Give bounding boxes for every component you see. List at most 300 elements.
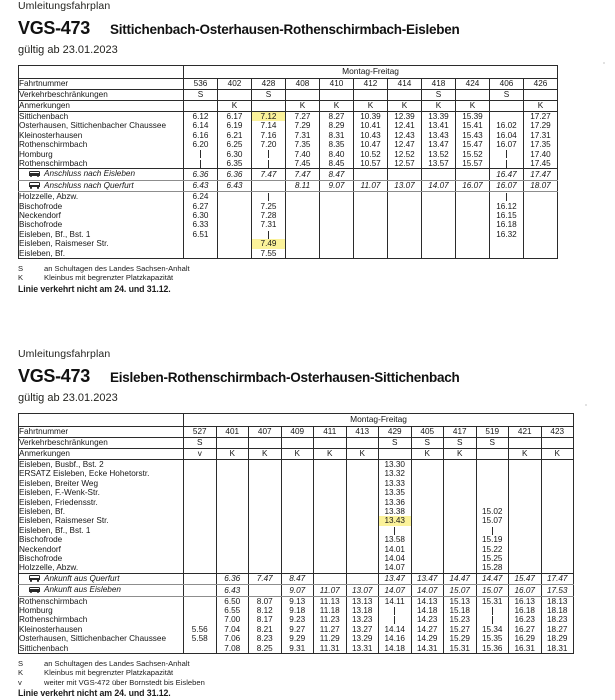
departure-time-cell <box>422 211 456 220</box>
departure-time-cell <box>509 498 542 507</box>
departure-time-cell <box>411 535 444 544</box>
table-corner <box>19 66 184 79</box>
connection-time-cell: 7.47 <box>286 169 320 180</box>
departure-time-cell <box>249 526 282 535</box>
block-kicker: Umleitungsfahrplan <box>18 348 111 360</box>
header-cell: 401 <box>216 427 249 438</box>
legend-text: an Schultagen des Landes Sachsen-Anhalt <box>44 264 190 273</box>
header-cell <box>218 90 252 101</box>
departure-time-cell <box>411 554 444 563</box>
departure-time-cell <box>218 249 252 259</box>
connection-time-cell: 16.07 <box>456 180 490 191</box>
departure-time-cell: 13.30 <box>379 460 412 470</box>
connection-text: Ankunft aus Eisleben <box>44 585 121 595</box>
stop-row <box>19 634 574 643</box>
departure-time-cell <box>314 498 347 507</box>
header-cell: 410 <box>320 79 354 90</box>
departure-time-cell <box>541 507 574 516</box>
departure-time-cell: 8.21 <box>249 625 282 634</box>
connection-time-cell: 8.11 <box>286 180 320 191</box>
departure-time-cell <box>509 479 542 488</box>
departure-time-cell <box>476 606 509 615</box>
connection-time-cell: 6.43 <box>216 585 249 596</box>
departure-time-cell <box>444 507 477 516</box>
validity-date: gültig ab 23.01.2023 <box>18 392 118 404</box>
stop-name: Holzzelle, Abzw. <box>19 563 184 573</box>
header-row <box>19 438 574 449</box>
stop-name: Sittichenbach <box>19 112 184 122</box>
departure-time-cell <box>218 220 252 229</box>
validity-date: gültig ab 23.01.2023 <box>18 44 118 56</box>
header-row <box>19 90 558 101</box>
departure-time-cell <box>354 239 388 248</box>
departure-time-cell <box>490 239 524 248</box>
departure-time-cell: 15.28 <box>476 563 509 573</box>
connection-time-cell: 11.07 <box>354 180 388 191</box>
departure-time-cell <box>509 488 542 497</box>
header-cell: K <box>456 101 490 112</box>
connection-row <box>19 180 558 191</box>
through-service-bar <box>506 160 507 168</box>
connection-row <box>19 585 574 596</box>
legend-symbol: v <box>18 677 22 687</box>
connection-label <box>29 585 121 594</box>
stop-name: Osterhausen, Sittichenbacher Chaussee <box>19 121 184 130</box>
header-row <box>19 449 574 460</box>
stop-row <box>19 220 558 229</box>
departure-time-cell <box>346 535 379 544</box>
departure-time-cell <box>541 460 574 470</box>
departure-time-cell <box>320 239 354 248</box>
departure-time-cell <box>509 545 542 554</box>
header-cell <box>490 101 524 112</box>
departure-time-cell <box>346 460 379 470</box>
departure-time-cell <box>314 563 347 573</box>
header-cell <box>541 438 574 449</box>
departure-time-cell <box>320 202 354 211</box>
departure-time-cell <box>249 516 282 525</box>
header-cell: S <box>476 438 509 449</box>
departure-time-cell: 13.18 <box>346 606 379 615</box>
departure-time-cell: 5.56 <box>184 625 217 634</box>
departure-time-cell <box>346 545 379 554</box>
connection-time-cell: 14.07 <box>422 180 456 191</box>
departure-time-cell <box>249 488 282 497</box>
departure-time-cell: 16.07 <box>490 140 524 149</box>
departure-time-cell: 13.31 <box>346 644 379 654</box>
header-cell: 402 <box>218 79 252 90</box>
timetable-block-outbound <box>0 0 615 294</box>
through-service-bar <box>268 193 269 201</box>
header-cell: 411 <box>314 427 347 438</box>
departure-time-cell <box>184 606 217 615</box>
through-service-bar <box>506 150 507 158</box>
departure-time-cell: 15.13 <box>444 596 477 606</box>
header-cell: 408 <box>286 79 320 90</box>
departure-time-cell: 8.35 <box>320 140 354 149</box>
connection-time-cell: 17.47 <box>541 573 574 584</box>
connection-time-cell: 13.07 <box>346 585 379 596</box>
departure-time-cell: 11.27 <box>314 625 347 634</box>
departure-time-cell <box>411 507 444 516</box>
connection-time-cell <box>184 585 217 596</box>
header-cell: 527 <box>184 427 217 438</box>
departure-time-cell: 7.29 <box>286 121 320 130</box>
departure-time-cell: 12.39 <box>388 112 422 122</box>
header-cell: K <box>216 449 249 460</box>
departure-time-cell <box>286 211 320 220</box>
connection-label-cell <box>19 180 184 191</box>
departure-time-cell <box>379 606 412 615</box>
departure-time-cell <box>490 150 524 159</box>
departure-time-cell <box>444 535 477 544</box>
header-cell: S <box>490 90 524 101</box>
departure-time-cell: 14.01 <box>379 545 412 554</box>
departure-time-cell <box>314 488 347 497</box>
departure-time-cell <box>456 220 490 229</box>
departure-time-cell: 12.41 <box>388 121 422 130</box>
departure-time-cell <box>281 545 314 554</box>
departure-time-cell <box>524 202 558 211</box>
connection-time-cell <box>184 573 217 584</box>
departure-time-cell: 13.33 <box>379 479 412 488</box>
departure-time-cell: 15.07 <box>476 516 509 525</box>
through-service-bar <box>394 607 395 615</box>
departure-time-cell: 10.47 <box>354 140 388 149</box>
departure-time-cell: 14.14 <box>379 625 412 634</box>
departure-time-cell: 16.15 <box>490 211 524 220</box>
departure-time-cell <box>456 202 490 211</box>
departure-time-cell <box>388 230 422 239</box>
departure-time-cell: 15.36 <box>476 644 509 654</box>
departure-time-cell: 6.19 <box>218 121 252 130</box>
departure-time-cell: 14.31 <box>411 644 444 654</box>
departure-time-cell <box>490 249 524 259</box>
departure-time-cell: 13.27 <box>346 625 379 634</box>
departure-time-cell <box>346 563 379 573</box>
departure-time-cell: 13.57 <box>422 159 456 169</box>
departure-time-cell <box>541 545 574 554</box>
departure-time-cell <box>184 535 217 544</box>
departure-time-cell: 10.41 <box>354 121 388 130</box>
header-cell: 409 <box>281 427 314 438</box>
stop-row <box>19 545 574 554</box>
departure-time-cell: 14.18 <box>379 644 412 654</box>
departure-time-cell <box>281 479 314 488</box>
connection-text: Anschluss nach Querfurt <box>44 180 134 190</box>
legend-symbol: S <box>18 659 24 669</box>
departure-time-cell <box>216 488 249 497</box>
stop-row <box>19 112 558 122</box>
departure-time-cell: 13.23 <box>346 615 379 624</box>
connection-time-cell: 7.47 <box>252 169 286 180</box>
departure-time-cell: 17.27 <box>524 112 558 122</box>
departure-time-cell <box>509 469 542 478</box>
departure-time-cell <box>249 535 282 544</box>
departure-time-cell: 13.43 <box>422 131 456 140</box>
departure-time-cell <box>320 211 354 220</box>
departure-time-cell <box>541 479 574 488</box>
departure-time-cell <box>354 202 388 211</box>
departure-time-cell <box>456 239 490 248</box>
header-cell: 536 <box>184 79 218 90</box>
stop-name: Eisleben, Bf. <box>19 507 184 516</box>
header-row-label: Verkehrbeschränkungen <box>19 90 184 101</box>
departure-time-cell: 12.43 <box>388 131 422 140</box>
departure-time-cell <box>509 535 542 544</box>
departure-time-cell: 5.58 <box>184 634 217 643</box>
departure-time-cell <box>281 469 314 478</box>
departure-time-cell: 8.25 <box>249 644 282 654</box>
route-code: VGS-473 <box>18 18 90 38</box>
departure-time-cell <box>422 220 456 229</box>
departure-time-cell <box>444 563 477 573</box>
departure-time-cell <box>218 202 252 211</box>
departure-time-cell <box>216 469 249 478</box>
header-cell: 413 <box>346 427 379 438</box>
departure-time-cell: 16.12 <box>490 202 524 211</box>
departure-time-cell: 7.00 <box>216 615 249 624</box>
stop-row <box>19 498 574 507</box>
departure-time-cell <box>509 516 542 525</box>
departure-time-cell: 7.35 <box>286 140 320 149</box>
connection-time-cell <box>388 169 422 180</box>
departure-time-cell <box>346 507 379 516</box>
departure-time-cell: 15.19 <box>476 535 509 544</box>
departure-time-cell: 8.12 <box>249 606 282 615</box>
through-service-bar <box>492 527 493 535</box>
header-cell: S <box>379 438 412 449</box>
departure-time-cell <box>456 249 490 259</box>
through-service-bar <box>492 616 493 624</box>
departure-time-cell <box>249 507 282 516</box>
departure-time-cell: 13.47 <box>422 140 456 149</box>
departure-time-cell <box>354 192 388 202</box>
departure-time-cell: 13.43 <box>379 516 412 525</box>
header-cell: K <box>281 449 314 460</box>
stop-name: Eisleben, Raismeser Str. <box>19 516 184 525</box>
departure-time-cell: 14.27 <box>411 625 444 634</box>
header-cell: 418 <box>422 79 456 90</box>
departure-time-cell: 12.47 <box>388 140 422 149</box>
connection-time-cell: 18.07 <box>524 180 558 191</box>
departure-time-cell: 7.14 <box>252 121 286 130</box>
departure-time-cell <box>411 479 444 488</box>
departure-time-cell: 15.43 <box>456 131 490 140</box>
departure-time-cell <box>444 554 477 563</box>
header-cell: S <box>184 90 218 101</box>
legend-symbol: S <box>18 264 24 273</box>
departure-time-cell <box>286 202 320 211</box>
departure-time-cell <box>286 239 320 248</box>
departure-time-cell <box>281 563 314 573</box>
departure-time-cell: 15.31 <box>476 596 509 606</box>
departure-time-cell: 10.52 <box>354 150 388 159</box>
legend-symbol: K <box>18 273 24 283</box>
header-cell: K <box>314 449 347 460</box>
header-cell: K <box>524 101 558 112</box>
departure-time-cell <box>286 230 320 239</box>
departure-time-cell <box>184 469 217 478</box>
departure-time-cell: 17.40 <box>524 150 558 159</box>
departure-time-cell <box>444 498 477 507</box>
departure-time-cell: 16.04 <box>490 131 524 140</box>
stop-name: Kleinosterhausen <box>19 131 184 140</box>
departure-time-cell: 15.41 <box>456 121 490 130</box>
departure-time-cell: 18.13 <box>541 596 574 606</box>
header-cell: 424 <box>456 79 490 90</box>
header-row-label: Anmerkungen <box>19 101 184 112</box>
departure-time-cell: 15.02 <box>476 507 509 516</box>
departure-time-cell <box>444 469 477 478</box>
departure-time-cell: 9.13 <box>281 596 314 606</box>
departure-time-cell <box>524 192 558 202</box>
header-cell <box>524 90 558 101</box>
departure-time-cell <box>286 192 320 202</box>
header-cell <box>476 449 509 460</box>
header-cell <box>388 90 422 101</box>
stop-name: Eisleben, Raismeser Str. <box>19 239 184 248</box>
departure-time-cell <box>524 211 558 220</box>
departure-time-cell <box>184 460 217 470</box>
departure-time-cell <box>346 526 379 535</box>
departure-time-cell: 10.43 <box>354 131 388 140</box>
departure-time-cell <box>422 230 456 239</box>
stop-name: Kleinosterhausen <box>19 625 184 634</box>
stop-row <box>19 159 558 169</box>
departure-time-cell: 17.45 <box>524 159 558 169</box>
departure-time-cell: 6.27 <box>184 202 218 211</box>
header-cell: 421 <box>509 427 542 438</box>
through-service-bar <box>268 231 269 239</box>
header-cell <box>379 449 412 460</box>
header-cell: 417 <box>444 427 477 438</box>
group-header-days: Montag-Freitag <box>184 66 558 79</box>
departure-time-cell <box>388 239 422 248</box>
departure-time-cell <box>314 535 347 544</box>
stop-name: Rothenschirmbach <box>19 615 184 624</box>
departure-time-cell <box>456 230 490 239</box>
departure-time-cell: 6.12 <box>184 112 218 122</box>
departure-time-cell <box>252 230 286 239</box>
departure-time-cell <box>249 545 282 554</box>
departure-time-cell <box>444 516 477 525</box>
departure-time-cell <box>509 460 542 470</box>
departure-time-cell: 13.35 <box>379 488 412 497</box>
header-cell: 407 <box>249 427 282 438</box>
departure-time-cell: 15.35 <box>476 634 509 643</box>
departure-time-cell: 18.23 <box>541 615 574 624</box>
departure-time-cell: 16.13 <box>509 596 542 606</box>
departure-time-cell: 14.07 <box>379 563 412 573</box>
connection-time-cell: 13.47 <box>379 573 412 584</box>
connection-time-cell: 14.07 <box>411 585 444 596</box>
departure-time-cell <box>411 526 444 535</box>
departure-time-cell: 7.04 <box>216 625 249 634</box>
stop-row <box>19 460 574 470</box>
departure-time-cell: 6.14 <box>184 121 218 130</box>
connection-time-cell: 7.47 <box>249 573 282 584</box>
connection-time-cell <box>252 180 286 191</box>
legend-row <box>18 678 615 687</box>
connection-time-cell: 15.47 <box>509 573 542 584</box>
departure-time-cell <box>249 554 282 563</box>
departure-time-cell <box>541 535 574 544</box>
connection-time-cell: 14.47 <box>476 573 509 584</box>
departure-time-cell <box>444 488 477 497</box>
legend-text: weiter mit VGS-472 über Bornstedt bis Eisleben <box>44 677 205 687</box>
stop-name: Eisleben, Bf. <box>19 249 184 259</box>
departure-time-cell: 10.39 <box>354 112 388 122</box>
through-service-bar <box>506 193 507 201</box>
departure-time-cell <box>476 469 509 478</box>
stop-name: Homburg <box>19 606 184 615</box>
block-kicker: Umleitungsfahrplan <box>18 0 111 12</box>
connection-row <box>19 169 558 180</box>
departure-time-cell <box>320 230 354 239</box>
departure-time-cell <box>444 526 477 535</box>
departure-time-cell <box>388 249 422 259</box>
connection-label-cell <box>19 573 184 584</box>
departure-time-cell <box>490 192 524 202</box>
departure-time-cell <box>216 479 249 488</box>
connection-time-cell: 9.07 <box>320 180 354 191</box>
departure-time-cell <box>184 563 217 573</box>
stop-row <box>19 249 558 259</box>
legend-text: Kleinbus mit begrenzter Platzkapazität <box>44 668 174 678</box>
departure-time-cell <box>216 545 249 554</box>
connection-time-cell <box>346 573 379 584</box>
departure-time-cell: 7.55 <box>252 249 286 259</box>
departure-time-cell <box>541 526 574 535</box>
departure-time-cell: 8.45 <box>320 159 354 169</box>
departure-time-cell <box>509 563 542 573</box>
header-cell: 412 <box>354 79 388 90</box>
departure-time-cell <box>218 239 252 248</box>
departure-time-cell: 6.21 <box>218 131 252 140</box>
departure-time-cell: 6.24 <box>184 192 218 202</box>
connection-label-cell <box>19 585 184 596</box>
departure-time-cell: 14.11 <box>379 596 412 606</box>
stop-row <box>19 625 574 634</box>
departure-time-cell: 11.13 <box>314 596 347 606</box>
stop-row <box>19 596 574 606</box>
connection-time-cell: 8.47 <box>320 169 354 180</box>
connection-time-cell: 17.47 <box>524 169 558 180</box>
stop-row <box>19 507 574 516</box>
service-note: Linie verkehrt nicht am 24. und 31.12. <box>18 283 171 294</box>
stop-row <box>19 131 558 140</box>
connection-time-cell <box>456 169 490 180</box>
departure-time-cell <box>379 615 412 624</box>
route-name: Eisleben-Rothenschirmbach-Osterhausen-Sittichenbach <box>109 370 460 385</box>
departure-time-cell <box>184 596 217 606</box>
departure-time-cell: 17.35 <box>524 140 558 149</box>
departure-time-cell: 16.32 <box>490 230 524 239</box>
departure-time-cell: 13.38 <box>379 507 412 516</box>
stop-row <box>19 121 558 130</box>
departure-time-cell: 9.31 <box>281 644 314 654</box>
departure-time-cell <box>184 498 217 507</box>
connection-label <box>29 574 120 583</box>
stop-name: Rothenschirmbach <box>19 159 184 169</box>
departure-time-cell <box>218 192 252 202</box>
departure-time-cell: 9.18 <box>281 606 314 615</box>
departure-time-cell: 9.27 <box>281 625 314 634</box>
stop-name: Eisleben, Bf., Bst. 1 <box>19 230 184 239</box>
stop-name: Sittichenbach <box>19 644 184 654</box>
connection-time-cell: 16.07 <box>490 180 524 191</box>
